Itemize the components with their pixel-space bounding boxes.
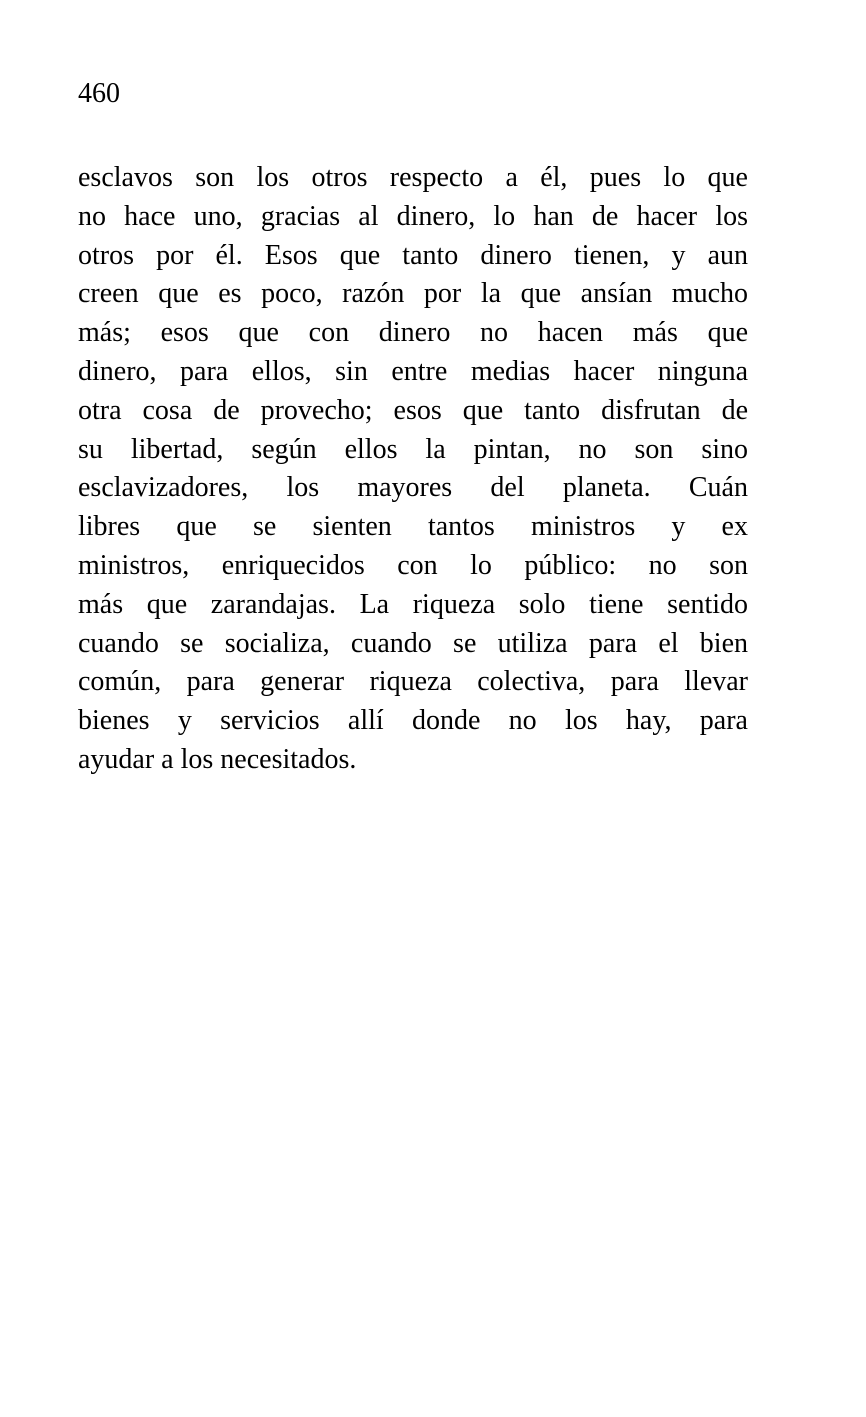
- text-line: dinero, para ellos, sin entre medias hacer ninguna: [78, 355, 748, 387]
- text-line: no hace uno, gracias al dinero, lo han de hacer los: [78, 200, 748, 232]
- text-line: esclavos son los otros respecto a él, pues lo que: [78, 162, 748, 193]
- text-line: común, para generar riqueza colectiva, para llevar: [78, 666, 748, 698]
- paragraph: [78, 159, 748, 780]
- text-line: cuando se socializa, cuando se utiliza para el bien: [78, 627, 748, 659]
- text-line: libres que se sienten tantos ministros y ex: [78, 511, 748, 543]
- text-line: esclavizadores, los mayores del planeta. Cuán: [78, 472, 748, 504]
- page-number: 460: [78, 78, 120, 109]
- text-line: ministros, enriquecidos con lo público: no son: [78, 549, 748, 581]
- text-line: otros por él. Esos que tanto dinero tienen, y aun: [78, 239, 748, 271]
- text-line: más; esos que con dinero no hacen más que: [78, 317, 748, 349]
- text-line: su libertad, según ellos la pintan, no son sino: [78, 433, 748, 465]
- text-line: más que zarandajas. La riqueza solo tiene sentido: [78, 588, 748, 620]
- text-line: bienes y servicios allí donde no los hay, para: [78, 705, 748, 737]
- text-line: otra cosa de provecho; esos que tanto disfrutan de: [78, 394, 748, 426]
- text-line: creen que es poco, razón por la que ansían mucho: [78, 278, 748, 310]
- text-line: ayudar a los necesitados.: [78, 743, 357, 775]
